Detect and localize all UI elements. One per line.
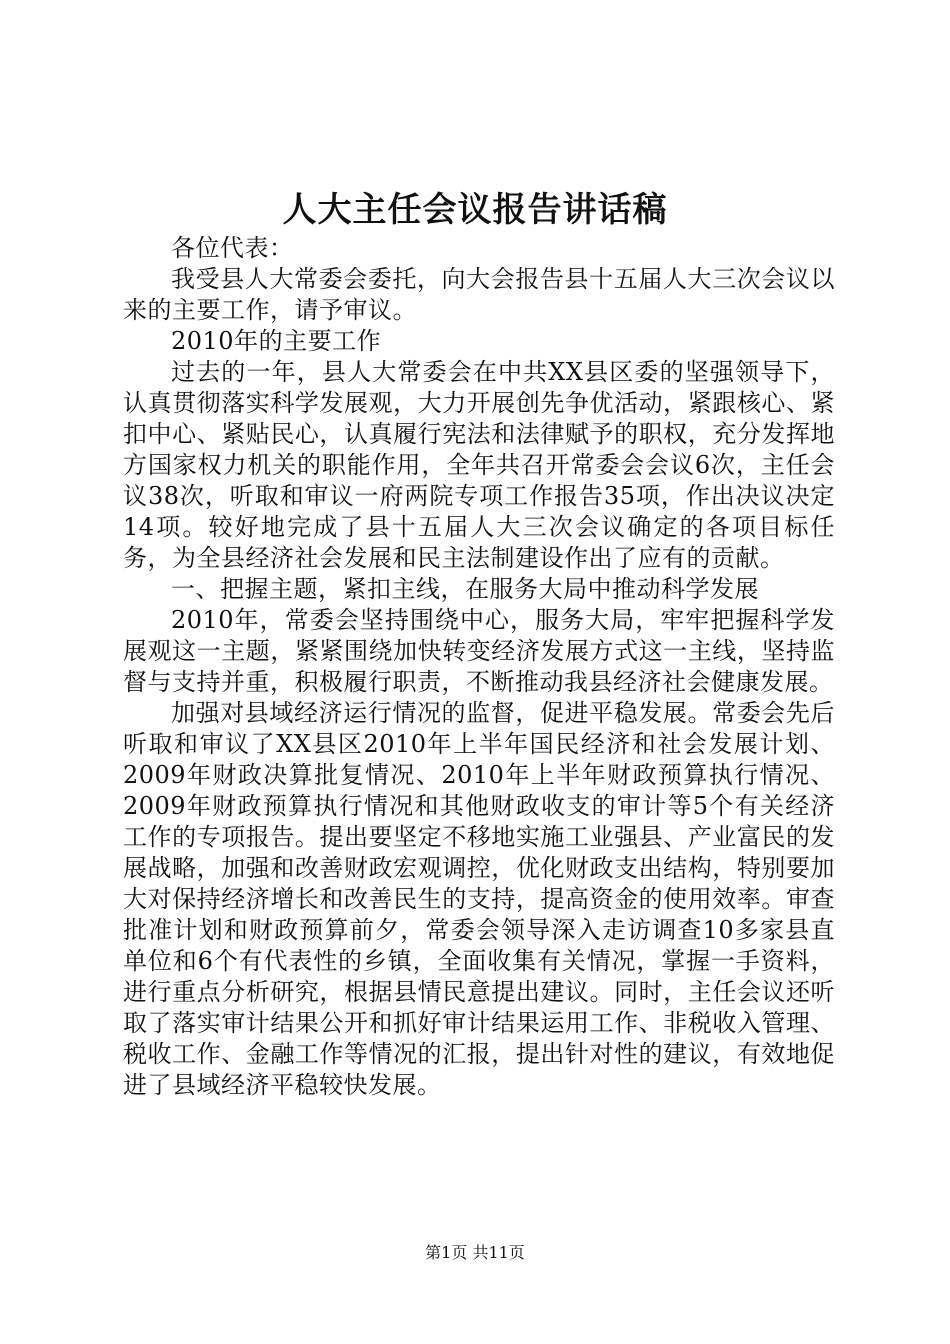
salutation-paragraph: 各位代表：	[171, 234, 294, 262]
body-paragraph: 我受县人大常委会委托，向大会报告县十五届人大三次会议以来的主要工作，请予审议。	[123, 265, 835, 324]
page-footer: 第1页 共11页	[425, 1243, 525, 1262]
body-paragraph: 过去的一年，县人大常委会在中共XX县区委的坚强领导下，认真贯彻落实科学发展观，大力开展创先争优活动，紧跟核心、紧扣中心、紧贴民心，认真履行宪法和法律赋予的职权，充分发挥地方国家权力机关的职能作用，全年共召开常委会会议6次，主任会议38次，听取和审议一府两院专项工作报告35项，作出决议决定14项。较好地完成了县十五届人大三次会议确定的各项目标任务，为全县经济社会发展和民主法制建设作出了应有的贡献。	[123, 358, 835, 572]
section-heading: 2010年的主要工作	[171, 327, 382, 355]
body-paragraph: 加强对县域经济运行情况的监督，促进平稳发展。常委会先后听取和审议了XX县区2010年上半年国民经济和社会发展计划、2009年财政决算批复情况、2010年上半年财政预算执行情况、2009年财政预算执行情况和其他财政收支的审计等5个有关经济工作的专项报告。提出要坚定不移地实施工业强县、产业富民的发展战略，加强和改善财政宏观调控，优化财政支出结构，特别要加大对保持经济增长和改善民生的支持，提高资金的使用效率。审查批准计划和财政预算前夕，常委会领导深入走访调查10多家县直单位和6个有代表性的乡镇，全面收集有关情况，掌握一手资料，进行重点分析研究，根据县情民意提出建议。同时，主任会议还听取了落实审计结果公开和抓好审计结果运用工作、非税收入管理、税收工作、金融工作等情况的汇报，提出针对性的建议，有效地促进了县域经济平稳较快发展。	[123, 699, 835, 1099]
document-title: 人大主任会议报告讲话稿	[282, 190, 668, 230]
body-paragraph: 2010年，常委会坚持围绕中心，服务大局，牢牢把握科学发展观这一主题，紧紧围绕加快转变经济发展方式这一主线，坚持监督与支持并重，积极履行职责，不断推动我县经济社会健康发展。	[123, 606, 835, 696]
section-heading: 一、把握主题，紧扣主线，在服务大局中推动科学发展	[171, 575, 759, 603]
document-body	[123, 233, 835, 1101]
